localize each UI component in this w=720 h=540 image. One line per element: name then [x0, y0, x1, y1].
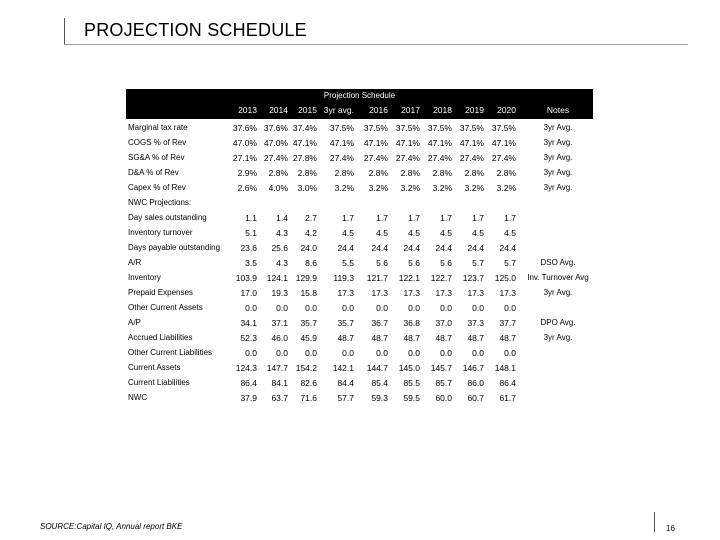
table-header	[126, 89, 593, 119]
table-cell: 4.5	[504, 228, 516, 238]
column-header: 2018	[433, 105, 452, 115]
table-cell: 0.0	[408, 303, 420, 313]
table-cell: 145.0	[398, 363, 420, 373]
table-cell: 27.1%	[232, 153, 257, 163]
table-cell: 3.2%	[334, 183, 354, 193]
table-cell: 5.7	[504, 258, 516, 268]
table-cell: 47.1%	[427, 138, 452, 148]
table-cell: 3.2%	[368, 183, 388, 193]
table-cell: 27.4%	[329, 153, 354, 163]
table-cell: 48.7	[337, 333, 354, 343]
table-cell: 4.0%	[268, 183, 288, 193]
table-cell: 0.0	[305, 303, 317, 313]
row-label: Inventory	[128, 273, 161, 282]
table-cell: 24.4	[371, 243, 388, 253]
row-label: Other Current Liabilities	[128, 348, 213, 357]
table-row	[126, 243, 593, 257]
table-caption: Projection Schedule	[323, 91, 396, 100]
table-cell: 47.1%	[363, 138, 388, 148]
column-header: 2019	[465, 105, 484, 115]
table-cell: 4.2	[305, 228, 317, 238]
table-cell: 37.5%	[491, 123, 516, 133]
table-cell: 60.7	[467, 393, 484, 403]
table-cell: 2.7	[305, 213, 317, 223]
table-row	[126, 183, 593, 197]
table-row	[126, 363, 593, 377]
table-row	[126, 258, 593, 272]
row-label: Days payable outstanding	[128, 243, 221, 252]
table-cell: 15.8	[300, 288, 317, 298]
column-header: 3yr avg.	[323, 105, 354, 115]
table-cell: 46.0	[271, 333, 288, 343]
table-cell: 37.5%	[329, 123, 354, 133]
table-cell: 154.2	[295, 363, 317, 373]
row-label: SG&A % of Rev	[128, 153, 185, 162]
row-note: Inv. Turnover Avg	[527, 273, 589, 282]
table-cell: 27.4%	[263, 153, 288, 163]
table-cell: 86.0	[467, 378, 484, 388]
table-cell: 1.7	[342, 213, 354, 223]
table-cell: 2.6%	[237, 183, 257, 193]
table-cell: 0.0	[245, 303, 257, 313]
table-cell: 123.7	[462, 273, 484, 283]
table-cell: 0.0	[305, 348, 317, 358]
table-cell: 37.0	[435, 318, 452, 328]
table-row	[126, 153, 593, 167]
table-cell: 0.0	[472, 348, 484, 358]
table-cell: 124.3	[235, 363, 257, 373]
row-label: Prepaid Expenses	[128, 288, 193, 297]
row-label: Day sales outstanding	[128, 213, 207, 222]
table-cell: 27.4%	[395, 153, 420, 163]
table-cell: 37.7	[499, 318, 516, 328]
table-row	[126, 378, 593, 392]
row-label: NWC	[128, 393, 148, 402]
table-cell: 0.0	[408, 348, 420, 358]
table-cell: 35.7	[337, 318, 354, 328]
table-cell: 85.5	[403, 378, 420, 388]
table-cell: 0.0	[440, 348, 452, 358]
table-cell: 27.4%	[491, 153, 516, 163]
table-cell: 45.9	[300, 333, 317, 343]
table-cell: 1.7	[440, 213, 452, 223]
table-cell: 121.7	[366, 273, 388, 283]
table-cell: 1.1	[245, 213, 257, 223]
table-cell: 17.3	[337, 288, 354, 298]
source-note: SOURCE:Capital IQ, Annual report BKE	[40, 522, 183, 531]
table-cell: 122.1	[398, 273, 420, 283]
table-cell: 37.1	[271, 318, 288, 328]
table-cell: 0.0	[504, 303, 516, 313]
row-label: Other Current Assets	[128, 303, 203, 312]
table-cell: 0.0	[276, 348, 288, 358]
column-header: 2020	[497, 105, 516, 115]
table-cell: 119.3	[333, 273, 354, 283]
table-cell: 122.7	[430, 273, 452, 283]
table-cell: 24.4	[435, 243, 452, 253]
row-label: Inventory turnover	[128, 228, 193, 237]
row-label: Current Assets	[128, 363, 181, 372]
table-cell: 3.2%	[400, 183, 420, 193]
table-cell: 48.7	[403, 333, 420, 343]
row-label: NWC Projections:	[128, 198, 192, 207]
table-cell: 86.4	[499, 378, 516, 388]
table-cell: 19.3	[271, 288, 288, 298]
table-cell: 2.8%	[297, 168, 317, 178]
table-cell: 57.7	[337, 393, 354, 403]
table-cell: 1.7	[376, 213, 388, 223]
table-cell: 34.1	[240, 318, 257, 328]
table-cell: 37.4%	[292, 123, 317, 133]
table-cell: 147.7	[266, 363, 288, 373]
table-cell: 24.0	[300, 243, 317, 253]
table-cell: 17.3	[499, 288, 516, 298]
table-cell: 24.4	[467, 243, 484, 253]
table-row	[126, 138, 593, 152]
row-note: 3yr Avg.	[543, 288, 573, 297]
table-cell: 84.1	[271, 378, 288, 388]
table-cell: 2.8%	[432, 168, 452, 178]
table-cell: 5.1	[245, 228, 257, 238]
table-cell: 2.8%	[334, 168, 354, 178]
table-cell: 8.6	[305, 258, 317, 268]
table-cell: 3.2%	[464, 183, 484, 193]
table-cell: 27.4%	[363, 153, 388, 163]
table-cell: 24.4	[403, 243, 420, 253]
table-cell: 59.5	[403, 393, 420, 403]
table-cell: 125.0	[494, 273, 516, 283]
title-divider	[64, 44, 688, 45]
table-cell: 85.7	[435, 378, 452, 388]
row-note: 3yr Avg.	[543, 138, 573, 147]
row-label: COGS % of Rev	[128, 138, 187, 147]
column-header: 2016	[369, 105, 388, 115]
table-cell: 5.6	[376, 258, 388, 268]
table-cell: 2.9%	[237, 168, 257, 178]
table-cell: 0.0	[376, 348, 388, 358]
table-cell: 25.6	[271, 243, 288, 253]
table-cell: 2.8%	[496, 168, 516, 178]
table-cell: 17.3	[467, 288, 484, 298]
table-row	[126, 228, 593, 242]
table-cell: 3.2%	[432, 183, 452, 193]
table-cell: 1.7	[504, 213, 516, 223]
table-cell: 27.4%	[459, 153, 484, 163]
table-cell: 4.5	[472, 228, 484, 238]
row-note: DPO Avg.	[540, 318, 576, 327]
table-row	[126, 333, 593, 347]
table-cell: 48.7	[499, 333, 516, 343]
row-note: 3yr Avg.	[543, 153, 573, 162]
table-cell: 37.5%	[395, 123, 420, 133]
table-cell: 5.6	[440, 258, 452, 268]
table-cell: 1.7	[408, 213, 420, 223]
table-cell: 0.0	[440, 303, 452, 313]
table-row	[126, 123, 593, 137]
table-cell: 4.5	[408, 228, 420, 238]
table-row	[126, 168, 593, 182]
table-cell: 27.8%	[292, 153, 317, 163]
table-row	[126, 273, 593, 287]
table-cell: 103.9	[235, 273, 257, 283]
table-cell: 1.4	[276, 213, 288, 223]
row-label: Current Liabilities	[128, 378, 190, 387]
table-cell: 63.7	[271, 393, 288, 403]
row-label: Marginal tax rate	[128, 123, 188, 132]
table-cell: 2.8%	[464, 168, 484, 178]
column-header: 2013	[238, 105, 257, 115]
table-cell: 0.0	[376, 303, 388, 313]
row-label: A/P	[128, 318, 141, 327]
column-header: 2014	[269, 105, 288, 115]
table-cell: 145.7	[430, 363, 452, 373]
table-cell: 37.6%	[232, 123, 257, 133]
table-cell: 47.1%	[329, 138, 354, 148]
table-row	[126, 303, 593, 317]
row-note: DSO Avg.	[540, 258, 576, 267]
page-number-accent-bar	[654, 512, 655, 532]
table-cell: 5.6	[408, 258, 420, 268]
page-number: 16	[666, 524, 675, 533]
table-cell: 17.3	[371, 288, 388, 298]
table-cell: 48.7	[467, 333, 484, 343]
table-cell: 0.0	[276, 303, 288, 313]
table-cell: 17.3	[435, 288, 452, 298]
table-cell: 2.8%	[368, 168, 388, 178]
table-cell: 3.5	[245, 258, 257, 268]
table-cell: 59.3	[371, 393, 388, 403]
table-cell: 47.1%	[491, 138, 516, 148]
table-cell: 17.0	[240, 288, 257, 298]
table-cell: 148.1	[494, 363, 516, 373]
table-cell: 85.4	[371, 378, 388, 388]
row-label: Capex % of Rev	[128, 183, 186, 192]
table-cell: 27.4%	[427, 153, 452, 163]
table-cell: 37.9	[240, 393, 257, 403]
column-header: 2015	[298, 105, 317, 115]
table-cell: 82.6	[300, 378, 317, 388]
table-cell: 36.8	[403, 318, 420, 328]
table-cell: 0.0	[245, 348, 257, 358]
table-cell: 37.5%	[427, 123, 452, 133]
table-row	[126, 213, 593, 227]
table-cell: 37.5%	[363, 123, 388, 133]
table-cell: 0.0	[504, 348, 516, 358]
table-cell: 0.0	[342, 348, 354, 358]
row-note: 3yr Avg.	[543, 123, 573, 132]
table-cell: 3.2%	[496, 183, 516, 193]
table-cell: 61.7	[499, 393, 516, 403]
table-cell: 47.1%	[292, 138, 317, 148]
table-cell: 47.1%	[459, 138, 484, 148]
page-title: PROJECTION SCHEDULE	[84, 20, 307, 40]
table-cell: 0.0	[342, 303, 354, 313]
table-cell: 37.6%	[263, 123, 288, 133]
table-cell: 47.1%	[395, 138, 420, 148]
row-note: 3yr Avg.	[543, 333, 573, 342]
table-cell: 2.8%	[400, 168, 420, 178]
table-cell: 4.5	[342, 228, 354, 238]
table-cell: 48.7	[371, 333, 388, 343]
row-label: Accrued Liabilities	[128, 333, 193, 342]
row-label: A/R	[128, 258, 142, 267]
table-cell: 36.7	[371, 318, 388, 328]
row-note: 3yr Avg.	[543, 168, 573, 177]
table-cell: 0.0	[472, 303, 484, 313]
table-cell: 37.3	[467, 318, 484, 328]
table-cell: 35.7	[300, 318, 317, 328]
table-cell: 23.6	[240, 243, 257, 253]
table-row	[126, 393, 593, 407]
table-cell: 4.3	[276, 228, 288, 238]
table-cell: 47.0%	[232, 138, 257, 148]
table-cell: 146.7	[462, 363, 484, 373]
table-cell: 4.5	[440, 228, 452, 238]
table-cell: 86.4	[240, 378, 257, 388]
table-cell: 4.5	[376, 228, 388, 238]
table-row	[126, 288, 593, 302]
row-note: 3yr Avg.	[543, 183, 573, 192]
table-cell: 142.1	[332, 363, 354, 373]
table-cell: 71.6	[300, 393, 317, 403]
title-accent-bar	[64, 18, 65, 44]
table-cell: 24.4	[499, 243, 516, 253]
table-cell: 47.0%	[263, 138, 288, 148]
table-cell: 37.5%	[459, 123, 484, 133]
table-row	[126, 348, 593, 362]
row-label: D&A % of Rev	[128, 168, 179, 177]
table-cell: 129.9	[295, 273, 317, 283]
table-cell: 3.0%	[297, 183, 317, 193]
column-header: 2017	[401, 105, 420, 115]
table-row	[126, 318, 593, 332]
table-cell: 124.1	[266, 273, 288, 283]
table-cell: 17.3	[403, 288, 420, 298]
table-cell: 1.7	[472, 213, 484, 223]
table-cell: 24.4	[337, 243, 354, 253]
table-cell: 84.4	[337, 378, 354, 388]
column-header-notes: Notes	[546, 105, 570, 115]
table-cell: 2.8%	[268, 168, 288, 178]
table-row	[126, 198, 593, 212]
table-cell: 52.3	[240, 333, 257, 343]
table-cell: 48.7	[435, 333, 452, 343]
table-cell: 5.7	[472, 258, 484, 268]
table-cell: 60.0	[435, 393, 452, 403]
table-cell: 4.3	[276, 258, 288, 268]
table-cell: 5.5	[342, 258, 354, 268]
table-cell: 144.7	[366, 363, 388, 373]
